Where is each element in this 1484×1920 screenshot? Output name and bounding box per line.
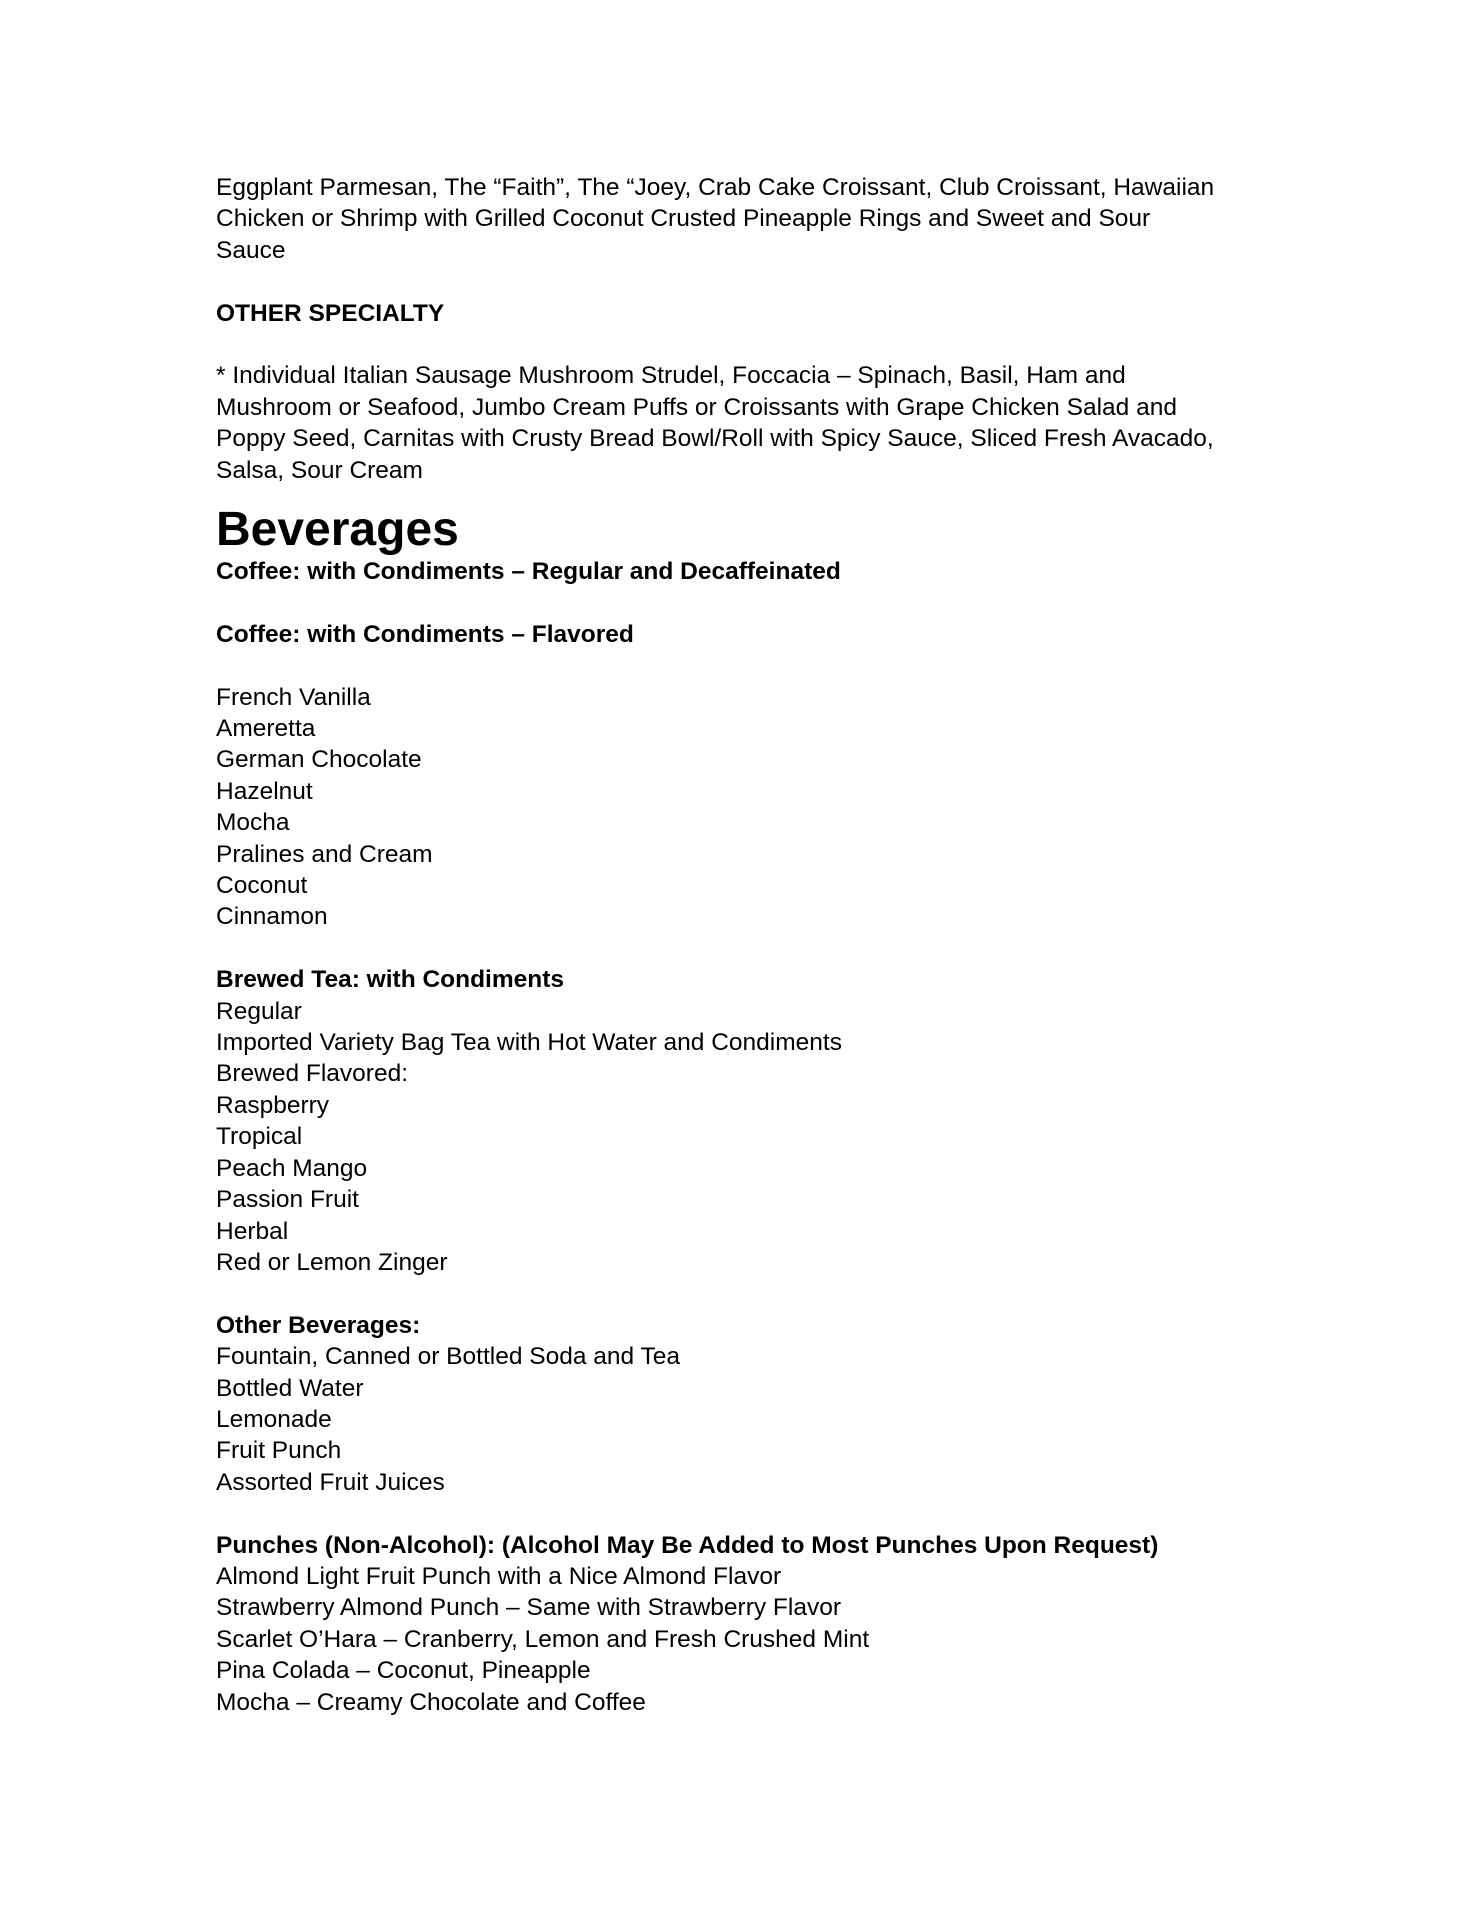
list-item: Fountain, Canned or Bottled Soda and Tea [216,1343,681,1371]
list-item: Passion Fruit [216,1186,359,1214]
other-beverages-heading: Other Beverages: [216,1311,421,1339]
list-item: Strawberry Almond Punch – Same with Strawberry Flavor [216,1594,841,1622]
list-item: Raspberry [216,1091,330,1119]
list-item: Pina Colada – Coconut, Pineapple [216,1657,591,1685]
intro-line: Eggplant Parmesan, The “Faith”, The “Joey, Crab Cake Croissant, Club Croissant, Hawaiian [216,174,1215,201]
list-item: Coconut [216,872,308,900]
specialty-line: * Individual Italian Sausage Mushroom Strudel, Foccacia – Spinach, Basil, Ham and [216,362,1126,390]
list-item: Bottled Water [216,1374,364,1402]
intro-line: Sauce [216,236,286,264]
list-item: Almond Light Fruit Punch with a Nice Almond Flavor [216,1562,782,1590]
other-beverages-list [216,1341,1296,1498]
list-item: Lemonade [216,1405,332,1433]
list-item: Scarlet O’Hara – Cranberry, Lemon and Fresh Crushed Mint [216,1625,870,1653]
list-item: French Vanilla [216,683,371,711]
list-item: Peach Mango [216,1154,368,1182]
list-item: Herbal [216,1217,289,1245]
list-item: Hazelnut [216,777,313,805]
list-item: Regular [216,997,302,1025]
list-item: Fruit Punch [216,1437,342,1465]
list-item: Tropical [216,1123,303,1151]
coffee-flavored-heading: Coffee: with Condiments – Flavored [216,620,634,648]
menu-page [216,172,1296,1718]
other-specialty-heading: OTHER SPECIALTY [216,299,445,327]
punches-heading: Punches (Non-Alcohol): (Alcohol May Be Added to Most Punches Upon Request) [216,1531,1159,1559]
list-item: Imported Variety Bag Tea with Hot Water and Condiments [216,1029,842,1057]
other-specialty-paragraph [216,360,1296,486]
brewed-tea-heading: Brewed Tea: with Condiments [216,966,565,994]
punches-list [216,1561,1296,1718]
list-item: Mocha [216,809,290,837]
specialty-line: Poppy Seed, Carnitas with Crusty Bread Bowl/Roll with Spicy Sauce, Sliced Fresh Avacado, [216,425,1214,453]
intro-line: Chicken or Shrimp with Grilled Coconut Crusted Pineapple Rings and Sweet and Sour [216,205,1151,233]
beverages-title: Beverages [216,503,459,557]
list-item: Cinnamon [216,903,328,931]
intro-paragraph [216,172,1296,266]
brewed-tea-list [216,996,1296,1279]
list-item: Mocha – Creamy Chocolate and Coffee [216,1688,646,1716]
coffee-flavored-list [216,682,1296,933]
specialty-line: Salsa, Sour Cream [216,456,423,484]
list-item: Brewed Flavored: [216,1060,409,1088]
specialty-line: Mushroom or Seafood, Jumbo Cream Puffs or Croissants with Grape Chicken Salad and [216,393,1177,421]
list-item: Red or Lemon Zinger [216,1248,448,1276]
list-item: Assorted Fruit Juices [216,1468,445,1496]
list-item: German Chocolate [216,746,422,774]
list-item: Ameretta [216,715,316,743]
coffee-regular-heading: Coffee: with Condiments – Regular and Decaffeinated [216,558,841,586]
list-item: Pralines and Cream [216,840,433,868]
